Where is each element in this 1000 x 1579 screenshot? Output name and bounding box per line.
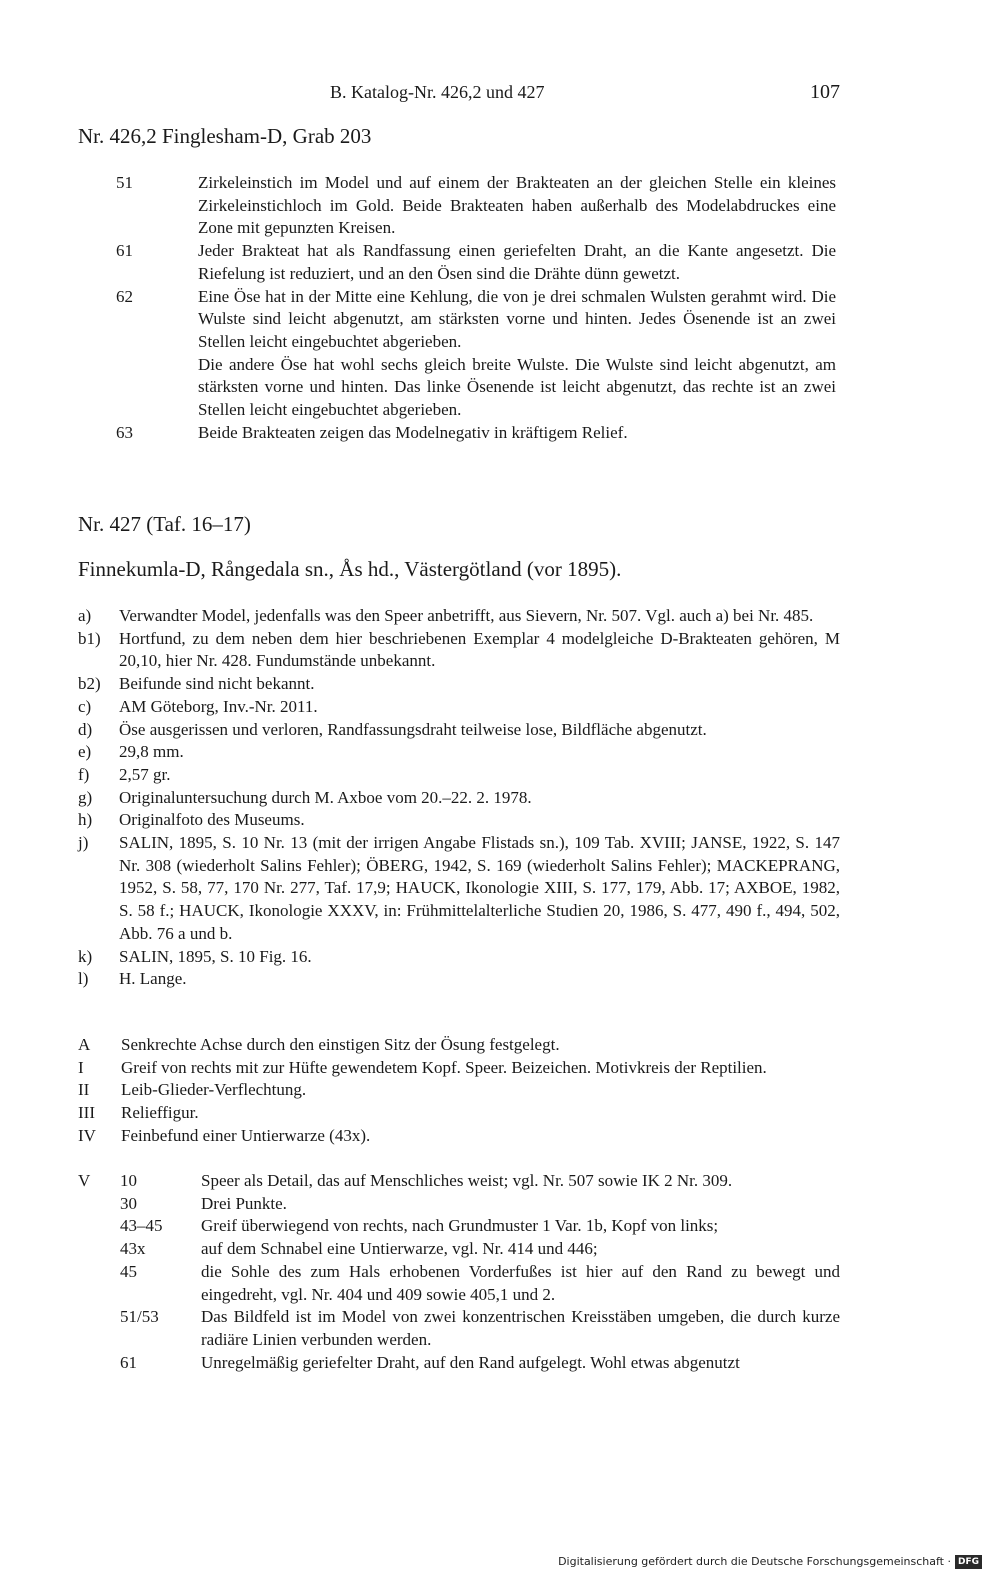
catalog-entry <box>78 628 840 673</box>
section-427-catalog-entries <box>78 605 840 991</box>
entry-code: b2) <box>78 674 101 694</box>
entry-text <box>201 1306 840 1351</box>
catalog-entry <box>120 1306 840 1351</box>
entry-text <box>119 787 840 810</box>
entry-text <box>119 946 840 969</box>
entry-paragraph: AM Göteborg, Inv.-Nr. 2011. <box>119 696 318 716</box>
entry-paragraph: Greif überwiegend von rechts, nach Grundmuster 1 Var. 1b, Kopf von links; <box>201 1216 719 1236</box>
entry-code: h) <box>78 810 93 830</box>
catalog-entry <box>78 1034 840 1057</box>
entry-code-V: V <box>78 1171 91 1190</box>
entry-paragraph: Zirkeleinstich im Model und auf einem der Brakteaten an der gleichen Stelle ein kleines Zirkeleinstichloch im Gold. Beide Brakteaten haben außerhalb des Modelabdruckes eine Zone mit gepunzten Kreisen. <box>198 173 836 238</box>
entry-text <box>119 809 840 832</box>
catalog-entry <box>120 1261 840 1306</box>
entry-text <box>119 719 840 742</box>
entry-text <box>198 172 836 240</box>
entry-paragraph: Senkrechte Achse durch den einstigen Sitz der Ösung festgelegt. <box>121 1035 560 1054</box>
catalog-entry <box>78 946 840 969</box>
entry-code: A <box>78 1035 91 1054</box>
catalog-entry <box>116 172 836 240</box>
entry-text <box>121 1079 840 1102</box>
entry-text <box>121 1057 840 1080</box>
entry-code: j) <box>78 833 89 853</box>
find-location-heading: Finnekumla-D, Rångedala sn., Ås hd., Västergötland (vor 1895). <box>78 557 622 581</box>
entry-text <box>201 1193 840 1216</box>
entry-text <box>119 628 840 673</box>
catalog-entry <box>78 832 840 946</box>
entry-paragraph: Originalfoto des Museums. <box>119 810 305 830</box>
entry-text <box>201 1238 840 1261</box>
catalog-entry <box>78 605 840 628</box>
entry-code: e) <box>78 742 92 762</box>
catalog-entry <box>78 719 840 742</box>
footer-credit <box>558 1553 982 1571</box>
catalog-entry <box>120 1238 840 1261</box>
entry-code: 10 <box>120 1171 137 1190</box>
entry-code: c) <box>78 696 92 716</box>
entry-text <box>119 673 840 696</box>
entry-code: 43–45 <box>120 1216 163 1236</box>
entry-code: IV <box>78 1125 96 1145</box>
entry-paragraph: Feinbefund einer Untierwarze (43x). <box>121 1125 371 1145</box>
entry-code: l) <box>78 969 89 989</box>
entry-text <box>201 1170 840 1193</box>
entry-code: 30 <box>120 1193 137 1213</box>
footer-text: Digitalisierung gefördert durch die Deutsche Forschungsgemeinschaft · <box>558 1555 951 1568</box>
entry-code: b1) <box>78 628 101 648</box>
catalog-entry <box>116 422 836 445</box>
entry-paragraph: Originaluntersuchung durch M. Axboe vom 20.–22. 2. 1978. <box>119 787 532 807</box>
catalog-entry <box>120 1193 840 1216</box>
entry-code: 62 <box>116 286 133 306</box>
entry-paragraph: auf dem Schnabel eine Untierwarze, vgl. Nr. 414 und 446; <box>201 1239 598 1259</box>
catalog-entry <box>78 1102 840 1125</box>
catalog-entry <box>78 673 840 696</box>
entry-paragraph: Öse ausgerissen und verloren, Randfassungsdraht teilweise lose, Bildfläche abgenutzt. <box>119 719 707 739</box>
entry-code: 61 <box>116 241 133 261</box>
dfg-logo: DFG <box>955 1555 982 1569</box>
catalog-entry <box>120 1170 840 1193</box>
entry-text <box>119 832 840 946</box>
entry-paragraph: die Sohle des zum Hals erhobenen Vorderfußes ist hier auf den Rand zu bewegt und eingedreht, vgl. Nr. 404 und 409 sowie 405,1 und 2. <box>201 1261 840 1304</box>
entry-code: k) <box>78 946 93 966</box>
entry-code: I <box>78 1057 84 1077</box>
entry-paragraph: Verwandter Model, jedenfalls was den Speer anbetrifft, aus Sievern, Nr. 507. Vgl. auch a) bei Nr. 485. <box>119 606 814 625</box>
entry-code: f) <box>78 764 90 784</box>
entry-text <box>198 422 836 445</box>
page-number: 107 <box>810 81 840 103</box>
entry-text <box>119 696 840 719</box>
section-426-2-entries <box>116 172 836 444</box>
catalog-entry <box>78 787 840 810</box>
entry-code: d) <box>78 719 93 739</box>
entry-paragraph: Hortfund, zu dem neben dem hier beschriebenen Exemplar 4 modelgleiche D-Brakteaten gehören, M 20,10, hier Nr. 428. Fundumstände unbekannt. <box>119 628 840 671</box>
entry-paragraph: Unregelmäßig geriefelter Draht, auf den Rand aufgelegt. Wohl etwas abgenutzt <box>201 1352 740 1372</box>
entry-paragraph: Das Bildfeld ist im Model von zwei konzentrischen Kreisstäben umgeben, die durch kurze radiäre Linien verbunden werden. <box>201 1307 840 1349</box>
entry-text <box>119 968 840 991</box>
entry-text <box>121 1125 840 1148</box>
entry-code: 63 <box>116 422 133 442</box>
entry-paragraph: 29,8 mm. <box>119 742 184 762</box>
entry-text <box>119 605 840 628</box>
section-heading-427: Nr. 427 (Taf. 16–17) <box>78 512 251 536</box>
entry-paragraph: H. Lange. <box>119 969 187 989</box>
entry-text <box>201 1261 840 1306</box>
entry-code: 43x <box>120 1239 146 1259</box>
catalog-entry <box>78 809 840 832</box>
entry-paragraph: Jeder Brakteat hat als Randfassung einen geriefelten Draht, an die Kante angesetzt. Die Riefelung ist reduziert, und an den Ösen sind die Drähte dünn gewetzt. <box>198 241 836 283</box>
catalog-entry <box>116 240 836 285</box>
entry-text <box>201 1352 840 1375</box>
entry-paragraph: Speer als Detail, das auf Menschliches weist; vgl. Nr. 507 sowie IK 2 Nr. 309. <box>201 1171 733 1190</box>
catalog-entry <box>120 1352 840 1375</box>
entry-code: 51 <box>116 173 133 192</box>
entry-paragraph: SALIN, 1895, S. 10 Nr. 13 (mit der irrigen Angabe Flistads sn.), 109 Tab. XVIII; JANSE, 1922, S. 147 Nr. 308 (wiederholt Salins Fehler); ÖBERG, 1942, S. 169 (wiederholt Salins Fehler); MACKEPRANG, 1952, S. 58, 77, 170 Nr. 277, Taf. 17,9; HAUCK, Ikonologie XIII, S. 177, 179, Abb. 17; AXBOE, 1982, S. 58 f.; HAUCK, Ikonologie XXXV, in: Frühmittelalterliche Studien 20, 1986, S. 477, 490 f., 494, 502, Abb. 76 a und b. <box>119 833 840 943</box>
entry-code: 45 <box>120 1261 137 1281</box>
section-heading-426-2: Nr. 426,2 Finglesham-D, Grab 203 <box>78 124 372 148</box>
entry-paragraph: SALIN, 1895, S. 10 Fig. 16. <box>119 946 312 966</box>
catalog-entry <box>78 696 840 719</box>
catalog-entry <box>78 1057 840 1080</box>
entry-text <box>198 286 836 422</box>
catalog-entry <box>116 286 836 422</box>
catalog-entry <box>78 764 840 787</box>
entry-code: 61 <box>120 1352 137 1372</box>
entry-paragraph: Die andere Öse hat wohl sechs gleich breite Wulste. Die Wulste sind leicht abgenutzt, am stärksten vorne und hinten. Das linke Ösenende ist leicht abgenutzt, das rechte ist an zwei Stellen leicht eingebuchtet abgerieben. <box>198 354 836 420</box>
entry-text <box>121 1102 840 1125</box>
entry-paragraph: Leib-Glieder-Verflechtung. <box>121 1080 307 1100</box>
running-head <box>320 78 840 106</box>
catalog-entry <box>78 968 840 991</box>
catalog-entry <box>78 1079 840 1102</box>
entry-paragraph: Relieffigur. <box>121 1103 199 1123</box>
catalog-entry <box>120 1215 840 1238</box>
entry-text <box>198 240 836 285</box>
entry-text <box>201 1215 840 1238</box>
entry-paragraph: 2,57 gr. <box>119 764 171 784</box>
entry-text <box>121 1034 840 1057</box>
entry-code: II <box>78 1080 90 1100</box>
catalog-entry <box>78 1125 840 1148</box>
section-427-detail-entries <box>120 1170 840 1374</box>
entry-code: g) <box>78 787 93 807</box>
entry-text <box>119 741 840 764</box>
entry-code: a) <box>78 606 92 625</box>
entry-paragraph: Beifunde sind nicht bekannt. <box>119 674 315 694</box>
entry-paragraph: Greif von rechts mit zur Hüfte gewendetem Kopf. Speer. Beizeichen. Motivkreis der Reptilien. <box>121 1057 767 1077</box>
entry-code: III <box>78 1103 95 1123</box>
catalog-entry <box>78 741 840 764</box>
entry-code: 51/53 <box>120 1307 159 1327</box>
running-head-title: B. Katalog-Nr. 426,2 und 427 <box>330 82 545 102</box>
entry-paragraph: Drei Punkte. <box>201 1193 287 1213</box>
entry-paragraph: Beide Brakteaten zeigen das Modelnegativ in kräftigem Relief. <box>198 422 628 442</box>
entry-text <box>119 764 840 787</box>
entry-paragraph: Eine Öse hat in der Mitte eine Kehlung, die von je drei schmalen Wulsten gerahmt wird. Die Wulste sind leicht abgenutzt, am stärksten vorne und hinten. Jedes Ösenende ist an zwei Stellen leicht eingebuchtet abgerieben. <box>198 286 836 351</box>
